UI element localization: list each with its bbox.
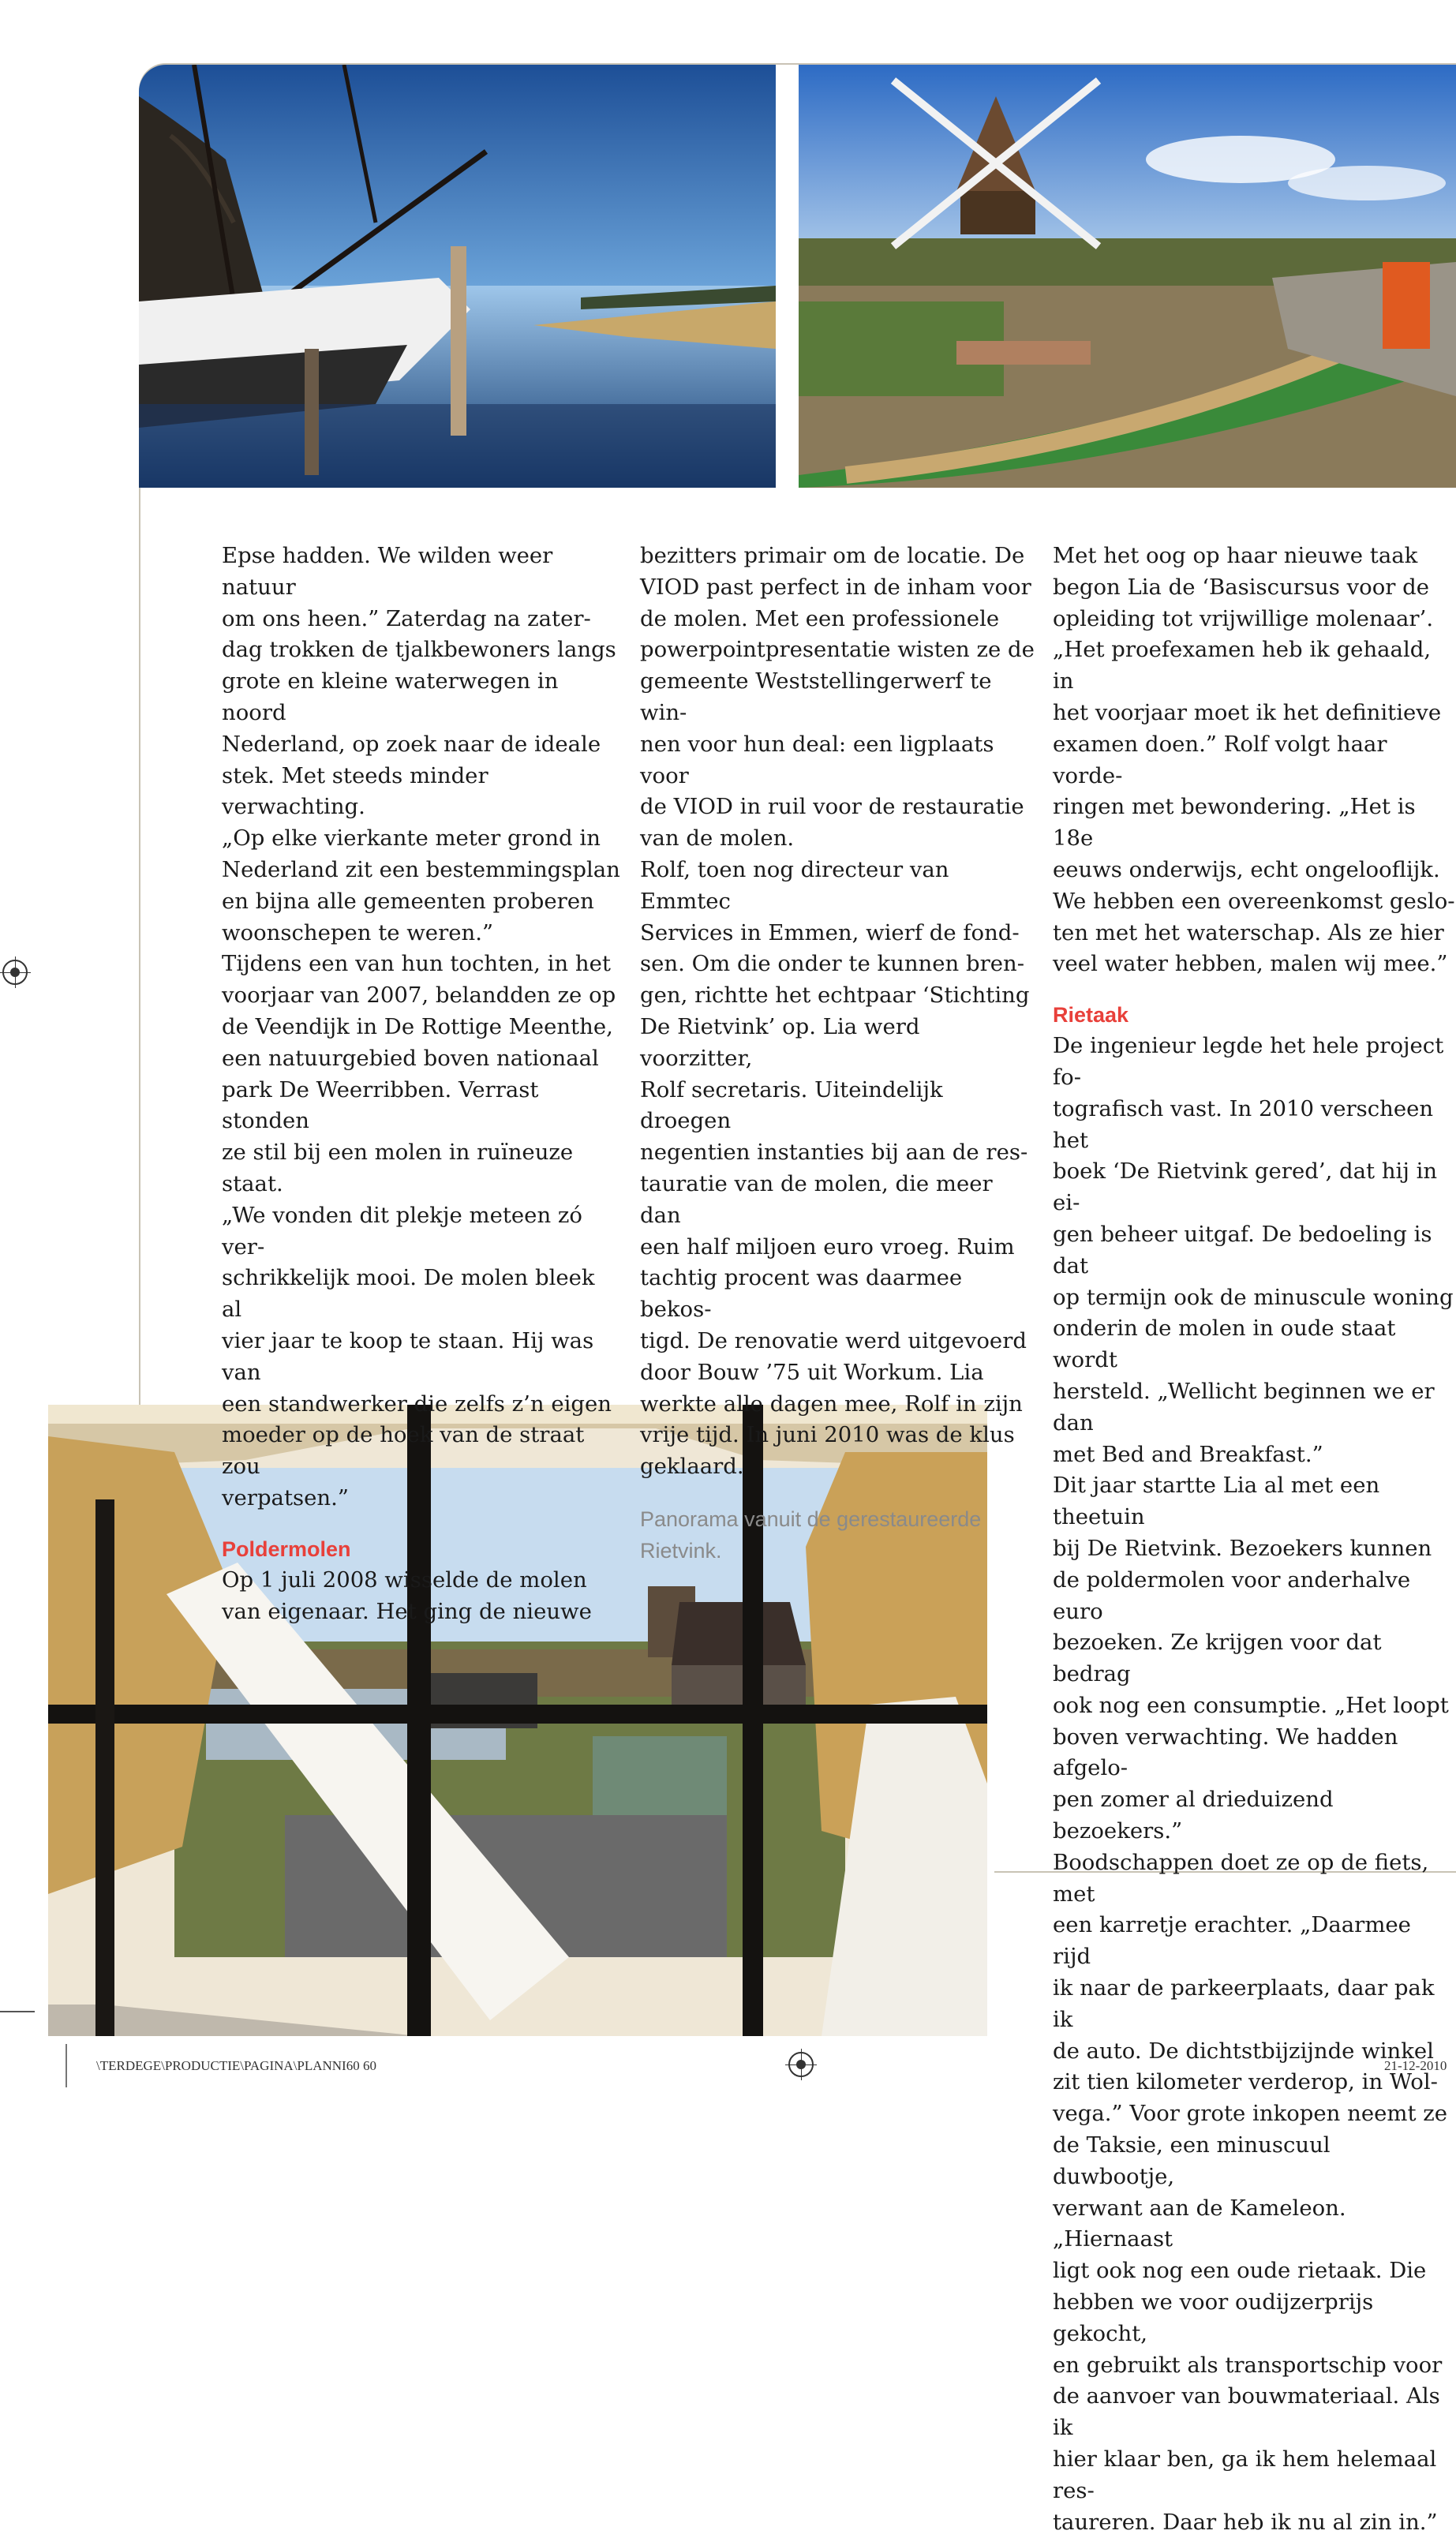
article-column-3 (1053, 541, 1455, 2538)
body-paragraph: bezitters primair om de locatie. De VIOD past perfect in de inham voor de molen. Met een professionele powerpointpresentatie wisten ze de gemeente Weststellingerwerf te win- nen voor hun deal: een ligplaats voor de VIOD in ruil voor de restauratie van de molen. (640, 543, 1035, 852)
article-column-2 (640, 541, 1035, 1567)
body-paragraph: Epse hadden. We wilden weer natuur om ons heen.” Zaterdag na zater- dag trokken de tjalkbewoners langs grote en kleine waterwegen in noord Nederland, op zoek naar de ideale stek. Met steeds minder verwachting. „Op elke vierkante meter grond in Nederland zit een bestemmingsplan en bijna alle gemeenten proberen woonschepen te weren.” (222, 543, 620, 945)
photo-caption: Panorama vanuit de gerestaureerde Rietvink. (640, 1507, 982, 1563)
subheading-poldermolen: Poldermolen (222, 1537, 351, 1561)
subheading-rietaak: Rietaak (1053, 1003, 1129, 1028)
body-paragraph: Tijdens een van hun tochten, in het voorjaar van 2007, belandden ze op de Veendijk in De Rottige Meenthe, een natuurgebied boven nationaal park De Weerribben. Verrast stonden ze stil bij een molen in ruïneuze staat. „We vonden dit plekje meteen zó ver- schrikkelijk mooi. De molen bleek al vier jaar te koop te staan. Hij was van een standwerker die zelfs z’n eigen moeder op de hoek van de straat zou verpatsen.” (222, 951, 616, 1510)
footer-file-path: \TERDEGE\PRODUCTIE\PAGINA\PLANNI60 60 (96, 2058, 376, 2073)
footer-rule (66, 2044, 67, 2087)
photo-boat-on-frozen-canal (139, 65, 776, 488)
footer-date: 21-12-2010 (1384, 2058, 1447, 2073)
registration-mark-icon (788, 2052, 814, 2077)
body-paragraph: Dit jaar startte Lia al met een theetuin bij De Rietvink. Bezoekers kunnen de poldermolen voor anderhalve euro bezoeken. Ze krijgen voor dat bedrag ook nog een consumptie. „Het loopt boven verwachting. We hadden afgelo- pen zomer al drieduizend bezoekers.” Boodschappen doet ze op de fiets, met een karretje erachter. „Daarmee rijd ik naar de parkeerplaats, daar pak ik de auto. De dichtstbijzijnde winkel zit tien kilometer verderop, in Wol- vega.” Voor grote inkopen neemt ze de Taksie, een minuscuul duwbootje, verwant aan de Kameleon. „Hiernaast ligt ook nog een oude rietaak. Die hebben we voor oudijzerprijs gekocht, en gebruikt als transportschip voor de aanvoer van bouwmateriaal. Als ik hier klaar ben, ga ik hem helemaal res- taureren. Daar heb ik nu al zin in.” (1053, 1473, 1449, 2535)
body-paragraph: Op 1 juli 2008 wisselde de molen van eigenaar. Het ging de nieuwe (222, 1567, 592, 1624)
body-paragraph: De ingenieur legde het hele project fo- tografisch vast. In 2010 verscheen het boek ‘De Rietvink gered’, dat hij in ei- gen beheer uitgaf. De bedoeling is dat op termijn ook de minuscule woning onderin de molen in oude staat wordt hersteld. „Wellicht beginnen we er dan met Bed and Breakfast.” (1053, 1033, 1454, 1467)
crop-mark (0, 2011, 35, 2012)
body-paragraph: Rolf, toen nog directeur van Emmtec Services in Emmen, wierf de fond- sen. Om die onder te kunnen bren- gen, richtte het echtpaar ‘Stichting De Rietvink’ op. Lia werd voorzitter, Rolf secretaris. Uiteindelijk droegen negentien instanties bij aan de res- tauratie van de molen, die meer dan een half miljoen euro vroeg. Ruim tachtig procent was daarmee bekos- tigd. De renovatie werd uitgevoerd door Bouw ’75 uit Workum. Lia werkte alle dagen mee, Rolf in zijn vrije tijd. In juni 2010 was de klus geklaard. (640, 856, 1030, 1480)
photo-windmill-garden (799, 65, 1456, 488)
registration-mark-icon (2, 960, 28, 985)
article-column-1 (222, 541, 620, 1627)
body-paragraph: Met het oog op haar nieuwe taak begon Lia de ‘Basiscursus voor de opleiding tot vrijwillige molenaar’. „Het proefexamen heb ik gehaald, in het voorjaar moet ik het definitieve examen doen.” Rolf volgt haar vorde- ringen met bewondering. „Het is 18e eeuws onderwijs, echt ongelooflijk. We hebben een overeenkomst geslo- ten met het waterschap. Als ze hier veel water hebben, malen wij mee.” (1053, 543, 1455, 977)
